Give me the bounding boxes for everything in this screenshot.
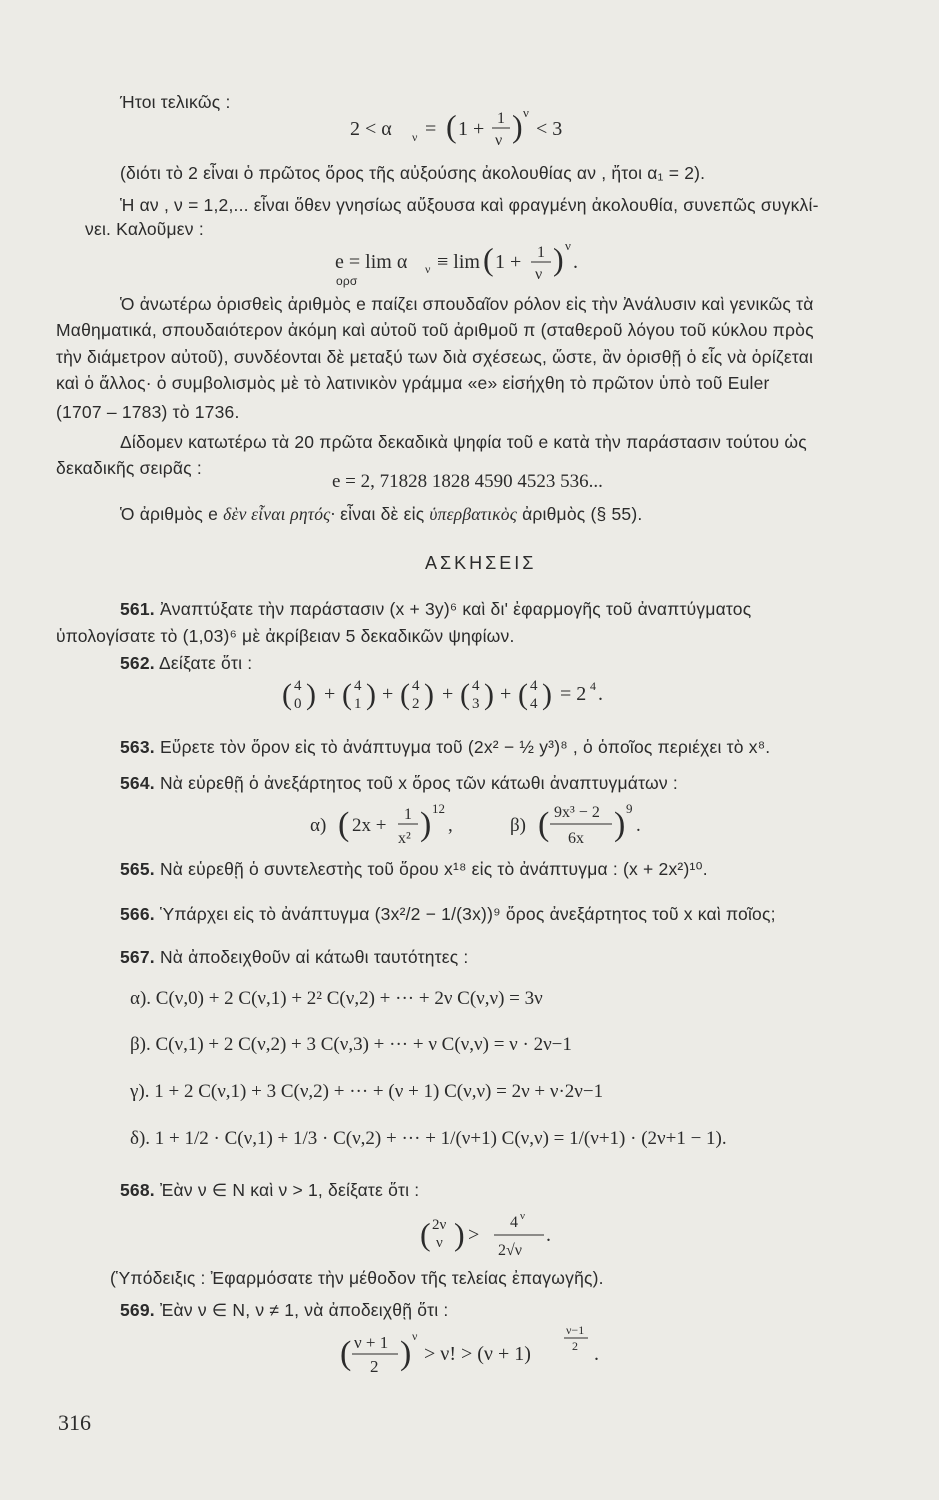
- ex568-text-1: Ἐὰν ν ∈ N καὶ ν > 1, δείξατε ὅτι :: [159, 1180, 420, 1200]
- ex565-line-1: [120, 859, 708, 880]
- para1-line-5: (1707 – 1783) τὸ 1736.: [56, 402, 240, 422]
- svg-text:+: +: [324, 683, 336, 705]
- para3-b: δὲν εἶναι ρητός·: [223, 504, 336, 524]
- svg-text:+: +: [442, 683, 454, 705]
- svg-text:1: 1: [354, 696, 362, 712]
- ex568-line-1: [120, 1180, 419, 1201]
- svg-text:e = lim α: e = lim α: [335, 251, 408, 273]
- svg-text:ν: ν: [412, 1329, 418, 1343]
- svg-text:ν−1: ν−1: [566, 1323, 585, 1337]
- intro-line-4: νει. Καλοῦμεν :: [85, 219, 204, 239]
- svg-text:≡ lim: ≡ lim: [437, 251, 480, 273]
- svg-text:β): β): [510, 815, 526, 836]
- para2-line-1: Δίδομεν κατωτέρω τὰ 20 πρῶτα δεκαδικὰ ψηφία τοῦ e κατὰ τὴν παράστασιν τούτου ὡς: [120, 432, 807, 452]
- svg-text:4: 4: [412, 678, 420, 694]
- page-number: 316: [58, 1410, 91, 1435]
- svg-text:.: .: [546, 1224, 551, 1246]
- ex565-number: 565.: [120, 859, 155, 879]
- svg-text:2ν: 2ν: [432, 1217, 447, 1233]
- svg-text:4: 4: [510, 1214, 518, 1231]
- para1-line-2: Μαθηματικά, σπουδαιότερον ἀκόμη καὶ αὐτοῦ τοῦ ἀριθμοῦ π (σταθεροῦ λόγου τοῦ κύκλου πρὸς: [56, 320, 814, 340]
- ex564-number: 564.: [120, 773, 155, 793]
- svg-text:): ): [512, 108, 523, 144]
- svg-text:ν: ν: [523, 105, 529, 120]
- svg-text:ν: ν: [535, 266, 543, 283]
- svg-text:4: 4: [472, 678, 480, 694]
- ex568-number: 568.: [120, 1180, 155, 1200]
- svg-text:.: .: [598, 683, 603, 705]
- ex562-equation: [282, 670, 702, 720]
- svg-text:3: 3: [472, 696, 480, 712]
- svg-text:x²: x²: [398, 830, 411, 847]
- svg-text:): ): [553, 241, 564, 277]
- svg-text:9x³ − 2: 9x³ − 2: [554, 804, 600, 821]
- ex562-number: 562.: [120, 653, 155, 673]
- svg-text:(: (: [340, 1335, 352, 1372]
- svg-text:): ): [424, 678, 434, 711]
- ex567-identity-d: δ). 1 + 1/2 · C(ν,1) + 1/3 · C(ν,2) + ··· + 1/(ν+1) C(ν,ν) = 1/(ν+1) · (2ν+1 − 1).: [130, 1128, 727, 1149]
- svg-text:2: 2: [572, 1339, 578, 1353]
- svg-text:4: 4: [294, 678, 302, 694]
- svg-text:0: 0: [294, 696, 302, 712]
- svg-text:= 2: = 2: [560, 683, 587, 705]
- svg-text:2√ν: 2√ν: [498, 1242, 523, 1259]
- svg-text:): ): [400, 1335, 412, 1372]
- svg-text:6x: 6x: [568, 830, 584, 847]
- svg-text:(: (: [342, 678, 352, 711]
- svg-text:): ): [366, 678, 376, 711]
- svg-text:.: .: [573, 251, 578, 273]
- intro-line-3: Ἡ αν , ν = 1,2,... εἶναι ὅθεν γνησίως αὔξουσα καὶ φραγμένη ἀκολουθία, συνεπῶς συγκλί-: [120, 195, 819, 215]
- svg-text:(: (: [400, 678, 410, 711]
- svg-text:,: ,: [448, 815, 453, 836]
- svg-text:4: 4: [530, 696, 538, 712]
- ex563-number: 563.: [120, 737, 155, 757]
- svg-text:>: >: [468, 1224, 480, 1246]
- ex567-number: 567.: [120, 947, 155, 967]
- intro-line-2: (διότι τὸ 2 εἶναι ὁ πρῶτος ὅρος τῆς αὐξούσης ἀκολουθίας αν , ἤτοι α₁ = 2).: [120, 163, 706, 183]
- ex568-equation: [420, 1205, 620, 1267]
- ex569-text-1: Ἐὰν ν ∈ N, ν ≠ 1, νὰ ἀποδειχθῇ ὅτι :: [159, 1300, 449, 1320]
- svg-text:(: (: [338, 806, 350, 843]
- ex562-line-1: [120, 653, 252, 674]
- para3-d: ὑπερβατικὸς: [429, 504, 517, 524]
- svg-text:ν: ν: [425, 262, 431, 276]
- ex569-equation: [340, 1318, 660, 1388]
- svg-text:(: (: [420, 1216, 431, 1252]
- exercises-heading: ΑΣΚΗΣΕΙΣ: [425, 553, 537, 573]
- ex567-line-1: [120, 947, 469, 968]
- svg-text:4: 4: [530, 678, 538, 694]
- svg-text:4: 4: [354, 678, 362, 694]
- svg-text:ν: ν: [565, 238, 571, 253]
- svg-text:ν: ν: [520, 1210, 525, 1222]
- ex569-number: 569.: [120, 1300, 155, 1320]
- svg-text:2 < α: 2 < α: [350, 118, 392, 140]
- para2-line-2: δεκαδικῆς σειρᾶς :: [56, 458, 202, 478]
- equation-bounds: [350, 95, 610, 155]
- svg-text:1: 1: [404, 806, 412, 823]
- ex565-text-1: Νὰ εὑρεθῇ ὁ συντελεστὴς τοῦ ὅρου x¹⁸ εἰς τὸ ἀνάπτυγμα : (x + 2x²)¹⁰.: [159, 859, 708, 879]
- svg-text:1 +: 1 +: [458, 118, 485, 140]
- svg-text:): ): [542, 678, 552, 711]
- svg-text:.: .: [594, 1343, 599, 1365]
- svg-text:): ): [306, 678, 316, 711]
- ex564-text-1: Νὰ εὑρεθῇ ὁ ἀνεξάρτητος τοῦ x ὅρος τῶν κάτωθι ἀναπτυγμάτων :: [159, 773, 678, 793]
- para1-line-4: καὶ ὁ ἄλλος· ὁ συμβολισμὸς μὲ τὸ λατινικὸν γράμμα «e» εἰσήχθη τὸ πρῶτον ὑπὸ τοῦ Euler: [56, 373, 770, 393]
- svg-text:=: =: [425, 118, 437, 140]
- para1-line-3: τὴν διάμετρον αὐτοῦ), συνδέονται δὲ μεταξύ των διὰ σχέσεως, ὥστε, ἂν ὁρισθῇ ὁ εἷς νὰ ὁρίζεται: [56, 347, 814, 367]
- svg-text:): ): [484, 678, 494, 711]
- ex561-line-2: ὑπολογίσατε τὸ (1,03)⁶ μὲ ἀκρίβειαν 5 δεκαδικῶν ψηφίων.: [56, 626, 515, 646]
- svg-text:): ): [454, 1216, 465, 1252]
- svg-text:(: (: [282, 678, 292, 711]
- svg-text:+: +: [382, 683, 394, 705]
- para3-a: Ὁ ἀριθμὸς e: [120, 504, 219, 524]
- ex566-number: 566.: [120, 904, 155, 924]
- equation-e-definition: [335, 238, 655, 300]
- svg-text:4: 4: [590, 679, 596, 693]
- svg-text:ν + 1: ν + 1: [354, 1333, 389, 1352]
- ex566-text-1: Ὑπάρχει εἰς τὸ ἀνάπτυγμα (3x²/2 − 1/(3x))⁹ ὅρος ἀνεξάρτητος τοῦ x καὶ ποῖος;: [159, 904, 776, 924]
- ex563-line-1: [120, 737, 770, 758]
- e-decimal-value: e = 2, 71828 1828 4590 4523 536...: [332, 471, 603, 492]
- ex567-text-1: Νὰ ἀποδειχθοῦν αἱ κάτωθι ταυτότητες :: [159, 947, 469, 967]
- svg-text:(: (: [518, 678, 528, 711]
- svg-text:+: +: [500, 683, 512, 705]
- svg-text:2: 2: [412, 696, 420, 712]
- ex567-identity-b: β). C(ν,1) + 2 C(ν,2) + 3 C(ν,3) + ··· + ν C(ν,ν) = ν · 2ν−1: [130, 1034, 572, 1055]
- svg-text:α): α): [310, 815, 327, 836]
- svg-text:ν: ν: [495, 132, 503, 149]
- ex561-number: 561.: [120, 599, 155, 619]
- ex563-text-1: Εὕρετε τὸν ὅρον εἰς τὸ ἀνάπτυγμα τοῦ (2x² − ½ y³)⁸ , ὁ ὁποῖος περιέχει τὸ x⁸.: [159, 737, 771, 757]
- svg-text:ν: ν: [436, 1235, 443, 1251]
- svg-text:12: 12: [432, 801, 445, 816]
- svg-text:): ): [420, 806, 432, 843]
- para3-line: [120, 504, 642, 525]
- svg-text:1 +: 1 +: [495, 251, 522, 273]
- para3-e: ἀριθμὸς (§ 55).: [522, 504, 643, 524]
- svg-text:2: 2: [370, 1357, 379, 1376]
- ex567-identity-c: γ). 1 + 2 C(ν,1) + 3 C(ν,2) + ··· + (ν + 1) C(ν,ν) = 2ν + ν·2ν−1: [130, 1081, 604, 1102]
- ex562-text-1: Δείξατε ὅτι :: [158, 653, 253, 673]
- svg-text:.: .: [636, 815, 641, 836]
- ex564-line-1: [120, 773, 678, 794]
- para3-c: εἶναι δὲ εἰς: [340, 504, 425, 524]
- svg-text:(: (: [538, 806, 550, 843]
- eq2-subscript: ορσ: [336, 274, 358, 288]
- svg-text:(: (: [460, 678, 470, 711]
- ex561-line-1: [120, 599, 751, 620]
- svg-text:): ): [614, 806, 626, 843]
- intro-line-1: Ήτοι τελικῶς :: [120, 92, 231, 112]
- svg-text:(: (: [446, 108, 457, 144]
- ex564-equation: [310, 795, 710, 857]
- ex567-identity-a: α). C(ν,0) + 2 C(ν,1) + 2² C(ν,2) + ··· + 2ν C(ν,ν) = 3ν: [130, 988, 543, 1009]
- svg-text:(: (: [483, 241, 494, 277]
- svg-text:1: 1: [537, 244, 545, 261]
- hint-line: (Ὑπόδειξις : Ἐφαρμόσατε τὴν μέθοδον τῆς τελείας ἐπαγωγῆς).: [110, 1268, 604, 1288]
- para1-line-1: Ὁ ἀνωτέρω ὁρισθεὶς ἀριθμὸς e παίζει σπουδαῖον ρόλον εἰς τὴν Ἀνάλυσιν καὶ γενικῶς τὰ: [120, 294, 814, 314]
- svg-text:ν: ν: [412, 130, 418, 144]
- ex561-text-1: Ἀναπτύξατε τὴν παράστασιν (x + 3y)⁶ καὶ δι' ἐφαρμογῆς τοῦ ἀναπτύγματος: [159, 599, 752, 619]
- ex566-line-1: [120, 904, 776, 925]
- svg-text:9: 9: [626, 801, 633, 816]
- svg-text:> ν! > (ν + 1): > ν! > (ν + 1): [424, 1343, 531, 1365]
- svg-text:1: 1: [497, 110, 505, 127]
- svg-text:< 3: < 3: [536, 118, 563, 140]
- svg-text:2x +: 2x +: [352, 815, 387, 836]
